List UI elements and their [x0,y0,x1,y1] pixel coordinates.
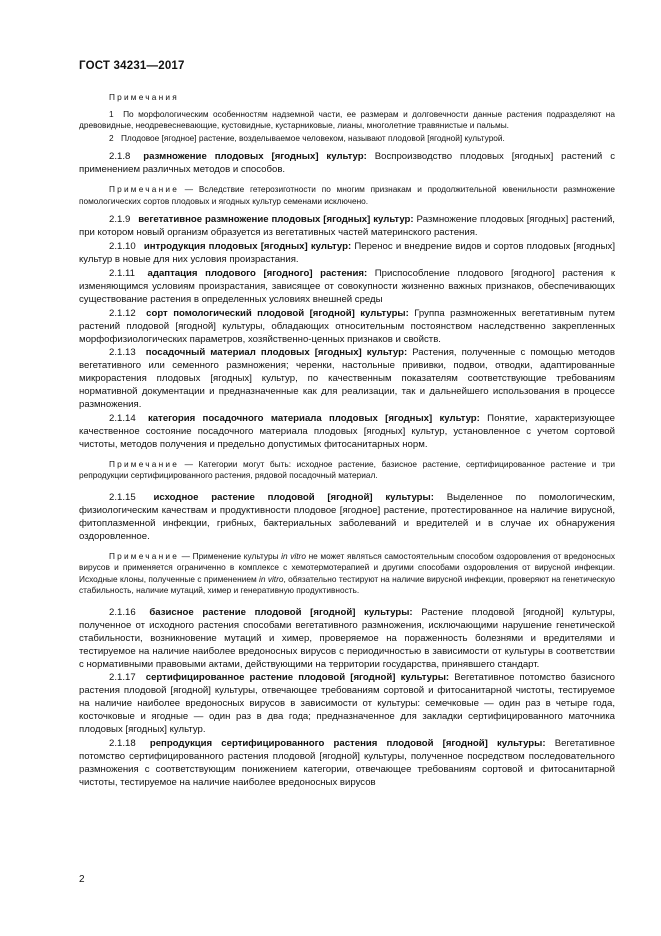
note-item [79,109,615,132]
term-2-1-12 [79,308,615,347]
term-title: исходное растение плодовой [ягодной] культуры: [153,491,434,503]
note-2-1-14 [79,459,615,482]
term-number: 2.1.8 [109,151,131,163]
term-number: 2.1.14 [109,412,136,424]
note-text: Применение культуры [192,550,279,561]
term-title: вегетативное размножение плодовых [ягодных] культур: [138,214,414,226]
note-number: 1 [109,108,114,119]
term-2-1-8 [79,151,615,177]
term-definition: Перенос и внедрение видов и сортов плодовых [ягодных] культур в новые для них условия произрастания. [79,241,615,266]
term-number: 2.1.16 [109,606,136,618]
page-number: 2 [79,874,85,885]
note-italic-term: in vitro [259,573,284,584]
term-definition: Вегетативное потомство сертифицированного растения плодовой [ягодной] культуры, полученное посредством последовательного размножения с соответствующим понижением категории, отвечающее требованиям сортовой и фитосанитарной чистоты, тестируемое на наличие наиболее вредоносных вирусов [79,737,615,788]
term-title: посадочный материал плодовых [ягодных] культур: [145,347,408,359]
note-number: 2 [109,132,114,143]
term-title: адаптация плодового [ягодного] растения: [147,268,368,279]
note-label: Примечание [109,550,180,561]
term-definition: Растения, полученные с помощью методов вегетативного или семенного размножения; черенки, настольные прививки, подвои, отводки, адаптированные микрорастения плодовых [ягодных] культур, по качественным показателям соответствующие требованиям нормативной документации и предназначенные как для реализации, так и дальнейшего использования в процессе размножения. [79,347,615,411]
term-number: 2.1.17 [109,672,136,684]
term-title: интродукция плодовых [ягодных] культур: [143,241,352,253]
term-2-1-13 [79,347,615,412]
note-text: , обязательно тестируют на наличие вирусной инфекции, проверяют на генетическую стабильность, наличие мутаций, химер и генеративную продуктивность. [79,573,616,596]
term-definition: Приспособление плодового [ягодного] растения к изменяющимся условиям произрастания, зависящее от совокупности жизненно важных признаков, обеспечивающих существование растения в определенных условиях внешней среды [79,268,616,305]
note-label: Примечание [109,458,180,469]
term-2-1-11 [79,268,615,307]
term-number: 2.1.18 [109,737,136,749]
note-italic-term: in vitro [281,550,306,561]
term-definition: Размножение плодовых [ягодных] растений, при котором новый организм образуется из вегетативных частей материнского растения. [79,214,615,239]
note-text: не может являться самостоятельным способом оздоровления от вредоносных вирусов и применяется ограниченно в комплексе с хемотермотерапией и другими способами оздоровления от вирусной инфекции. Исходные клоны, полученные с применением [79,550,615,584]
term-2-1-15 [79,492,615,544]
note-dash: — [184,458,193,469]
document-body [79,92,615,791]
term-definition: Вегетативное потомство базисного растения плодовой [ягодной] культуры, отвечающее требованиям сортовой и фитосанитарной чистоты, тестируемое на наличие наиболее вредоносных вирусов в зависимости от культуры: семечковые — один раз в четыре года, косточковые и ягодные — один раз в два года; предназначенное для закладки сертифицированного маточника плодовых [ягодных] культур. [79,672,615,736]
term-title: сертифицированное растение плодовой [ягодной] культуры: [145,672,450,684]
note-dash: — [184,184,194,195]
term-2-1-9 [79,214,615,240]
term-definition: Группа размноженных вегетативным путем растений плодовой [ягодной] культуры, обладающих относительным постоянством наследственно закрепленных морфофизиологических параметров, хозяйственно-ценных признаков и свойств. [79,307,615,345]
term-number: 2.1.12 [109,307,136,319]
term-number: 2.1.15 [109,491,136,503]
term-number: 2.1.11 [109,268,135,279]
term-2-1-17 [79,672,615,737]
standard-header: ГОСТ 34231—2017 [79,60,185,72]
note-dash: — [181,550,190,561]
term-title: сорт помологический плодовой [ягодной] культуры: [146,307,409,319]
term-definition: Воспроизводство плодовых [ягодных] растений с применением различных методов и способов. [79,151,616,176]
term-number: 2.1.9 [109,214,131,226]
term-2-1-16 [79,607,615,672]
note-text: Категории могут быть: исходное растение, базисное растение, сертифицированное растение и три репродукции сертифицированного растения, рядовой посадочный материал. [79,458,616,481]
note-label: Примечание [109,184,180,195]
note-item [79,133,615,145]
note-text: Плодовое [ягодное] растение, возделываемое человеком, называют плодовой [ягодной] культурой. [120,132,505,143]
term-definition: Растение плодовой [ягодной] культуры, полученное от исходного растения способами вегетативного размножения, исключающими нарушение генетической стабильности, возникновение мутаций и химер, проверяемое на пораженность болезнями и вредителями и тестируемое на наличие наиболее вредоносных вирусов с периодичностью в зависимости от культуры в соответствии с нормативными правовыми актами, действующими на территории государства, принявшего стандарт. [79,606,615,670]
term-definition: Понятие, характеризующее качественное состояние посадочного материала плодовых [ягодных] культур, установленное с учетом сортовой чистоты, методов получения и предельно допустимых фитосанитарных норм. [79,412,616,450]
term-definition: Выделенное по помологическим, физиологическим качествам и продуктивности плодовое [ягодное] растение, протестированное на наличие вирусной, фитоплазменной инфекции, грибных, бактериальных заболеваний и вредителей и в случае их обнаружения оздоровленное. [79,491,616,542]
note-text: По морфологическим особенностям надземной части, ее размерам и долговечности данные растения подразделяют на древовидные, неодревесневающие, кустовидные, кустарниковые, лианы, многолетние травянистые и пальмы. [79,108,615,131]
term-2-1-10 [79,241,615,267]
term-2-1-14 [79,413,615,452]
notes-heading: Примечания [109,92,179,102]
term-2-1-18 [79,738,615,790]
term-title: размножение плодовых [ягодных] культур: [143,151,367,163]
term-title: репродукция сертифицированного растения плодовой [ягодной] культуры: [149,737,546,749]
note-text: Вследствие гетерозиготности по многим признакам и продолжительной ювенильности размножение помологических сортов плодовых и ягодных культур семенами исключено. [79,184,616,206]
term-number: 2.1.13 [109,347,136,359]
note-2-1-15 [79,551,615,597]
term-title: категория посадочного материала плодовых [ягодных] культур: [148,412,480,424]
note-2-1-8 [79,184,615,207]
term-title: базисное растение плодовой [ягодной] культуры: [149,606,413,618]
term-number: 2.1.10 [109,241,136,253]
